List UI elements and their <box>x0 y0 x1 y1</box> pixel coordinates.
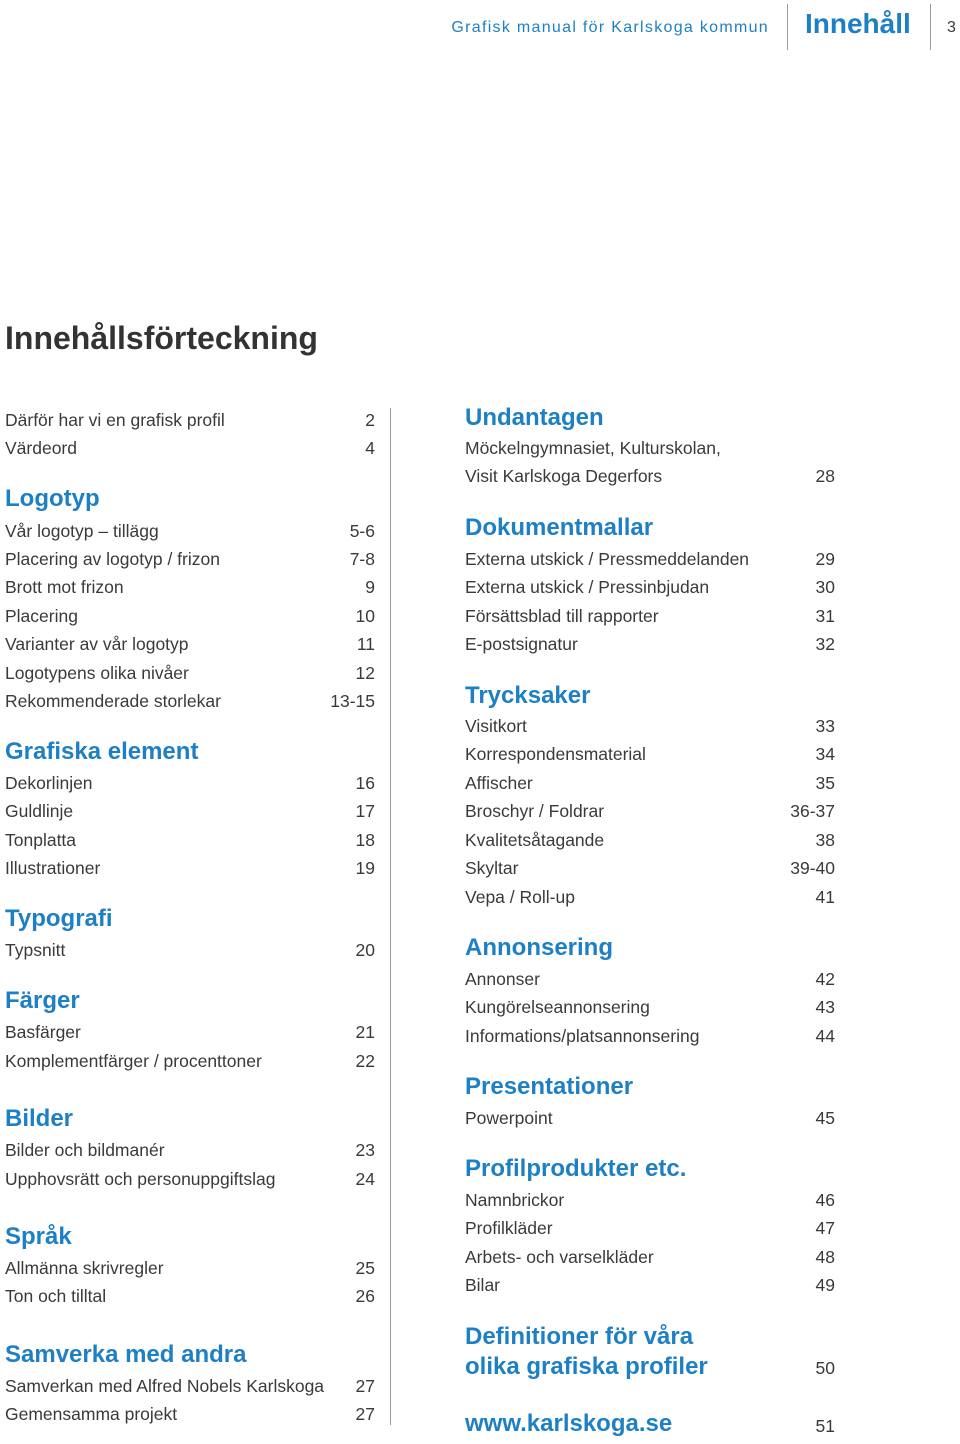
toc-entry <box>465 797 835 825</box>
toc-entry <box>465 1214 835 1242</box>
toc-entry-page: 4 <box>365 438 375 458</box>
toc-entry-page: 24 <box>355 1169 375 1189</box>
toc-entry <box>5 573 375 601</box>
toc-entry-page: 32 <box>815 634 835 654</box>
section-heading <box>465 1322 835 1352</box>
section-heading: Trycksaker <box>465 682 591 709</box>
toc-entry-title: Försättsblad till rapporter <box>465 606 659 626</box>
section-heading: Typografi <box>5 905 113 932</box>
section-heading: Språk <box>5 1223 72 1250</box>
toc-entry <box>5 1400 375 1428</box>
toc-entry-page: 7-8 <box>349 549 375 569</box>
toc-entry <box>5 797 375 825</box>
toc-entry <box>5 854 375 882</box>
toc-entry <box>465 854 835 882</box>
toc-entry-title: Namnbrickor <box>465 1190 565 1210</box>
toc-entry-title: Annonser <box>465 969 540 989</box>
toc-entry-page: 12 <box>355 663 375 683</box>
page-title: Innehållsförteckning <box>5 320 318 356</box>
toc-entry-title: Gemensamma projekt <box>5 1404 178 1424</box>
toc-entry-title: Kungörelseannonsering <box>465 997 650 1017</box>
toc-entry-page: 13-15 <box>330 691 375 711</box>
toc-entry <box>465 1022 835 1050</box>
toc-entry <box>465 769 835 797</box>
section-title: Innehåll <box>805 8 911 39</box>
page-number: 3 <box>947 19 956 36</box>
toc-entry-title: Rekommenderade storlekar <box>5 691 221 711</box>
toc-entry <box>465 712 835 740</box>
toc-entry-title: Möckelngymnasiet, Kulturskolan, <box>465 438 721 458</box>
section-heading: Logotyp <box>5 485 100 512</box>
toc-entry-page: 34 <box>815 744 835 764</box>
toc-entry-page: 22 <box>355 1051 375 1071</box>
toc-entry-page: 5-6 <box>349 521 375 541</box>
toc-entry <box>5 687 375 715</box>
toc-entry-page: 51 <box>815 1416 835 1436</box>
toc-entry <box>465 826 835 854</box>
toc-entry-title: Samverkan med Alfred Nobels Karlskoga <box>5 1376 325 1396</box>
toc-entry <box>5 1254 375 1282</box>
toc-entry-page: 46 <box>815 1190 835 1210</box>
section-heading: Samverka med andra <box>5 1341 247 1368</box>
toc-entry-page: 31 <box>815 606 835 626</box>
section-heading <box>465 1352 835 1382</box>
toc-entry-title: Typsnitt <box>5 940 66 960</box>
toc-entry <box>5 659 375 687</box>
toc-entry <box>5 936 375 964</box>
toc-entry-page: 44 <box>815 1026 835 1046</box>
toc-entry-title: Korrespondensmaterial <box>465 744 646 764</box>
toc-entry-title: Logotypens olika nivåer <box>5 663 189 683</box>
toc-entry <box>465 434 835 462</box>
toc-entry-title: Basfärger <box>5 1022 81 1042</box>
toc-entry-title: Placering <box>5 606 78 626</box>
toc-entry-page: 43 <box>815 997 835 1017</box>
toc-entry <box>5 406 375 434</box>
website-link[interactable]: www.karlskoga.se <box>465 1410 673 1437</box>
toc-entry-title: Tonplatta <box>5 830 77 850</box>
section-heading-line: olika grafiska profiler <box>465 1353 708 1380</box>
toc-entry-page: 17 <box>355 801 375 821</box>
toc-entry-title: Profilkläder <box>465 1218 553 1238</box>
toc-entry-title: Arbets- och varselkläder <box>465 1247 654 1267</box>
toc-entry-title: Externa utskick / Pressinbjudan <box>465 577 710 597</box>
toc-entry-page: 21 <box>355 1022 375 1042</box>
toc-entry <box>465 602 835 630</box>
toc-entry-title: Bilder och bildmanér <box>5 1140 165 1160</box>
toc-entry-title: Powerpoint <box>465 1108 553 1128</box>
toc-entry-title: Illustrationer <box>5 858 101 878</box>
toc-entry-page: 42 <box>815 969 835 989</box>
toc-entry <box>5 517 375 545</box>
toc-entry-page: 48 <box>815 1247 835 1267</box>
website-link-row <box>465 1409 835 1439</box>
header-divider <box>787 4 788 50</box>
toc-entry-title: E-postsignatur <box>465 634 578 654</box>
toc-entry <box>5 1047 375 1075</box>
section-heading: Färger <box>5 987 80 1014</box>
toc-entry-title: Externa utskick / Pressmeddelanden <box>465 549 750 569</box>
toc-entry-title: Skyltar <box>465 858 519 878</box>
toc-entry-page: 27 <box>355 1376 375 1396</box>
toc-entry-title: Placering av logotyp / frizon <box>5 549 220 569</box>
toc-entry-page: 36-37 <box>790 801 835 821</box>
section-heading: Grafiska element <box>5 738 199 765</box>
section-heading: Annonsering <box>465 934 613 961</box>
toc-entry-page: 33 <box>815 716 835 736</box>
toc-entry-title: Vår logotyp – tillägg <box>5 521 159 541</box>
toc-entry <box>465 740 835 768</box>
toc-entry-page: 39-40 <box>790 858 835 878</box>
toc-entry-page: 16 <box>355 773 375 793</box>
toc-entry <box>5 434 375 462</box>
toc-entry-page: 23 <box>355 1140 375 1160</box>
toc-entry-page: 47 <box>815 1218 835 1238</box>
toc-entry-page: 25 <box>355 1258 375 1278</box>
toc-entry <box>465 1271 835 1299</box>
toc-entry <box>465 1243 835 1271</box>
toc-entry-page: 26 <box>355 1286 375 1306</box>
toc-entry-title: Brott mot frizon <box>5 577 124 597</box>
section-heading-line: Definitioner för våra <box>465 1323 694 1350</box>
toc-entry-title: Visitkort <box>465 716 527 736</box>
section-heading: Profilprodukter etc. <box>465 1155 687 1182</box>
toc-entry <box>5 1282 375 1310</box>
toc-entry <box>465 1104 835 1132</box>
toc-entry-page: 10 <box>355 606 375 626</box>
section-heading: Dokumentmallar <box>465 514 654 541</box>
header-divider <box>930 4 931 50</box>
toc-entry <box>5 769 375 797</box>
toc-entry-title: Upphovsrätt och personuppgiftslag <box>5 1169 276 1189</box>
toc-entry-title: Vepa / Roll-up <box>465 887 575 907</box>
toc-entry-title: Guldlinje <box>5 801 74 821</box>
toc-entry-title: Bilar <box>465 1275 501 1295</box>
toc-entry-title: Värdeord <box>5 438 77 458</box>
toc-entry-title: Dekorlinjen <box>5 773 93 793</box>
toc-entry-page: 38 <box>815 830 835 850</box>
toc-entry-page: 20 <box>355 940 375 960</box>
toc-entry-title: Visit Karlskoga Degerfors <box>465 466 663 486</box>
toc-entry-page: 45 <box>815 1108 835 1128</box>
toc-entry <box>465 630 835 658</box>
toc-entry-page: 49 <box>815 1275 835 1295</box>
section-heading: Undantagen <box>465 404 604 431</box>
toc-entry-page: 19 <box>355 858 375 878</box>
toc-entry-page: 9 <box>365 577 375 597</box>
toc-entry-page: 18 <box>355 830 375 850</box>
toc-entry-page: 35 <box>815 773 835 793</box>
column-divider <box>390 408 391 1425</box>
toc-entry-title: Komplementfärger / procenttoner <box>5 1051 262 1071</box>
manual-title: Grafisk manual för Karlskoga kommun <box>451 19 769 36</box>
toc-entry <box>5 1165 375 1193</box>
toc-entry <box>465 573 835 601</box>
toc-entry-page: 28 <box>815 466 835 486</box>
toc-entry <box>5 1018 375 1046</box>
toc-entry <box>5 1136 375 1164</box>
toc-entry-title: Affischer <box>465 773 533 793</box>
section-heading: Presentationer <box>465 1073 634 1100</box>
toc-entry <box>5 826 375 854</box>
section-heading: Bilder <box>5 1105 74 1132</box>
toc-entry <box>5 1372 375 1400</box>
toc-entry-page: 29 <box>815 549 835 569</box>
toc-entry-page: 30 <box>815 577 835 597</box>
toc-entry <box>465 883 835 911</box>
toc-entry <box>465 1186 835 1214</box>
toc-entry-title: Därför har vi en grafisk profil <box>5 410 225 430</box>
toc-entry-title: Informations/platsannonsering <box>465 1026 700 1046</box>
toc-entry-title: Kvalitetsåtagande <box>465 830 605 850</box>
toc-entry-page: 27 <box>355 1404 375 1424</box>
toc-entry <box>465 993 835 1021</box>
toc-entry-page: 50 <box>815 1358 835 1378</box>
toc-entry <box>5 602 375 630</box>
toc-entry-page: 41 <box>815 887 835 907</box>
toc-entry <box>465 545 835 573</box>
toc-entry-title: Varianter av vår logotyp <box>5 634 189 654</box>
toc-entry-page: 2 <box>365 410 375 430</box>
toc-entry <box>465 965 835 993</box>
toc-entry-title: Broschyr / Foldrar <box>465 801 605 821</box>
toc-entry <box>465 462 835 490</box>
toc-entry <box>5 630 375 658</box>
toc-entry <box>5 545 375 573</box>
toc-entry-title: Allmänna skrivregler <box>5 1258 164 1278</box>
toc-entry-title: Ton och tilltal <box>5 1286 107 1306</box>
toc-entry-page: 11 <box>356 634 375 654</box>
